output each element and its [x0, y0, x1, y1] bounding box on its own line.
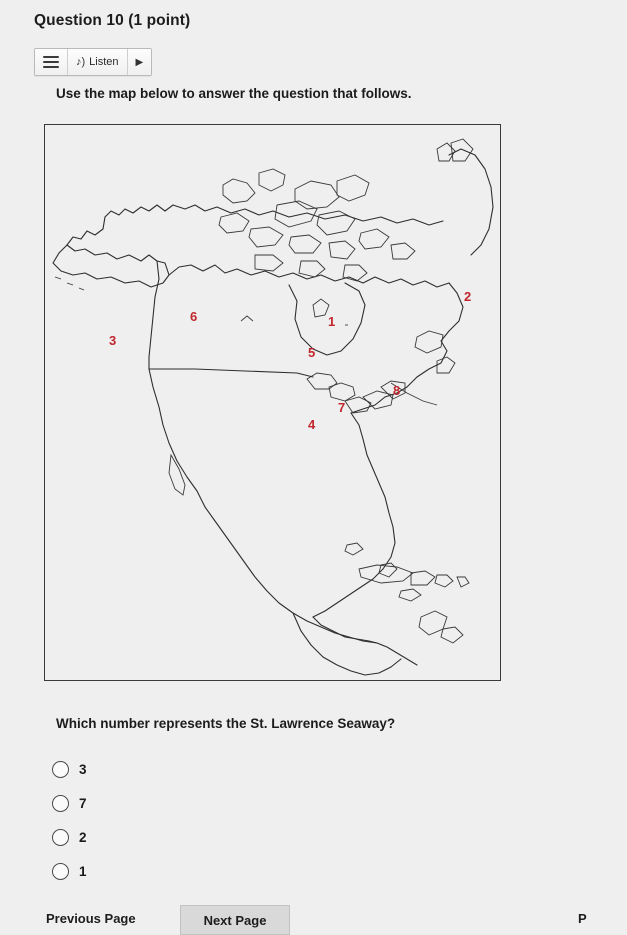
option-label: 1 [79, 863, 87, 879]
listen-button[interactable] [68, 49, 128, 75]
option-row[interactable] [52, 786, 452, 820]
speaker-icon: ♪) [76, 56, 86, 68]
radio-button[interactable] [52, 795, 69, 812]
map-label-5: 5 [308, 345, 316, 360]
north-america-map-svg [45, 125, 500, 680]
menu-button[interactable] [35, 49, 68, 75]
radio-button[interactable] [52, 863, 69, 880]
next-page-button[interactable]: Next Page [180, 905, 290, 935]
radio-button[interactable] [52, 829, 69, 846]
question-prompt: Which number represents the St. Lawrence Seaway? [56, 716, 396, 731]
map-label-4: 4 [308, 417, 316, 432]
map-label-7: 7 [338, 400, 346, 415]
map-label-6: 6 [190, 309, 198, 324]
play-button[interactable] [128, 49, 152, 75]
option-row[interactable] [52, 820, 452, 854]
right-nav-button[interactable]: P [578, 911, 587, 926]
option-row[interactable] [52, 854, 452, 888]
bottom-navigation [0, 905, 627, 930]
listen-toolbar[interactable] [34, 48, 152, 76]
option-label: 7 [79, 795, 87, 811]
option-label: 3 [79, 761, 87, 777]
radio-button[interactable] [52, 761, 69, 778]
previous-page-button[interactable]: Previous Page [46, 911, 136, 926]
listen-label: Listen [89, 56, 119, 68]
map-label-2: 2 [464, 289, 472, 304]
map-label-8: 8 [393, 383, 401, 398]
play-icon: ▶ [135, 56, 144, 68]
map-label-1: 1 [328, 314, 336, 329]
map-label-3: 3 [109, 333, 117, 348]
instruction-text: Use the map below to answer the question that follows. [56, 86, 412, 101]
hamburger-icon [43, 56, 59, 68]
option-row[interactable] [52, 752, 452, 786]
page-title: Question 10 (1 point) [34, 12, 191, 29]
map-image [44, 124, 501, 681]
option-label: 2 [79, 829, 87, 845]
answer-options [52, 752, 452, 888]
